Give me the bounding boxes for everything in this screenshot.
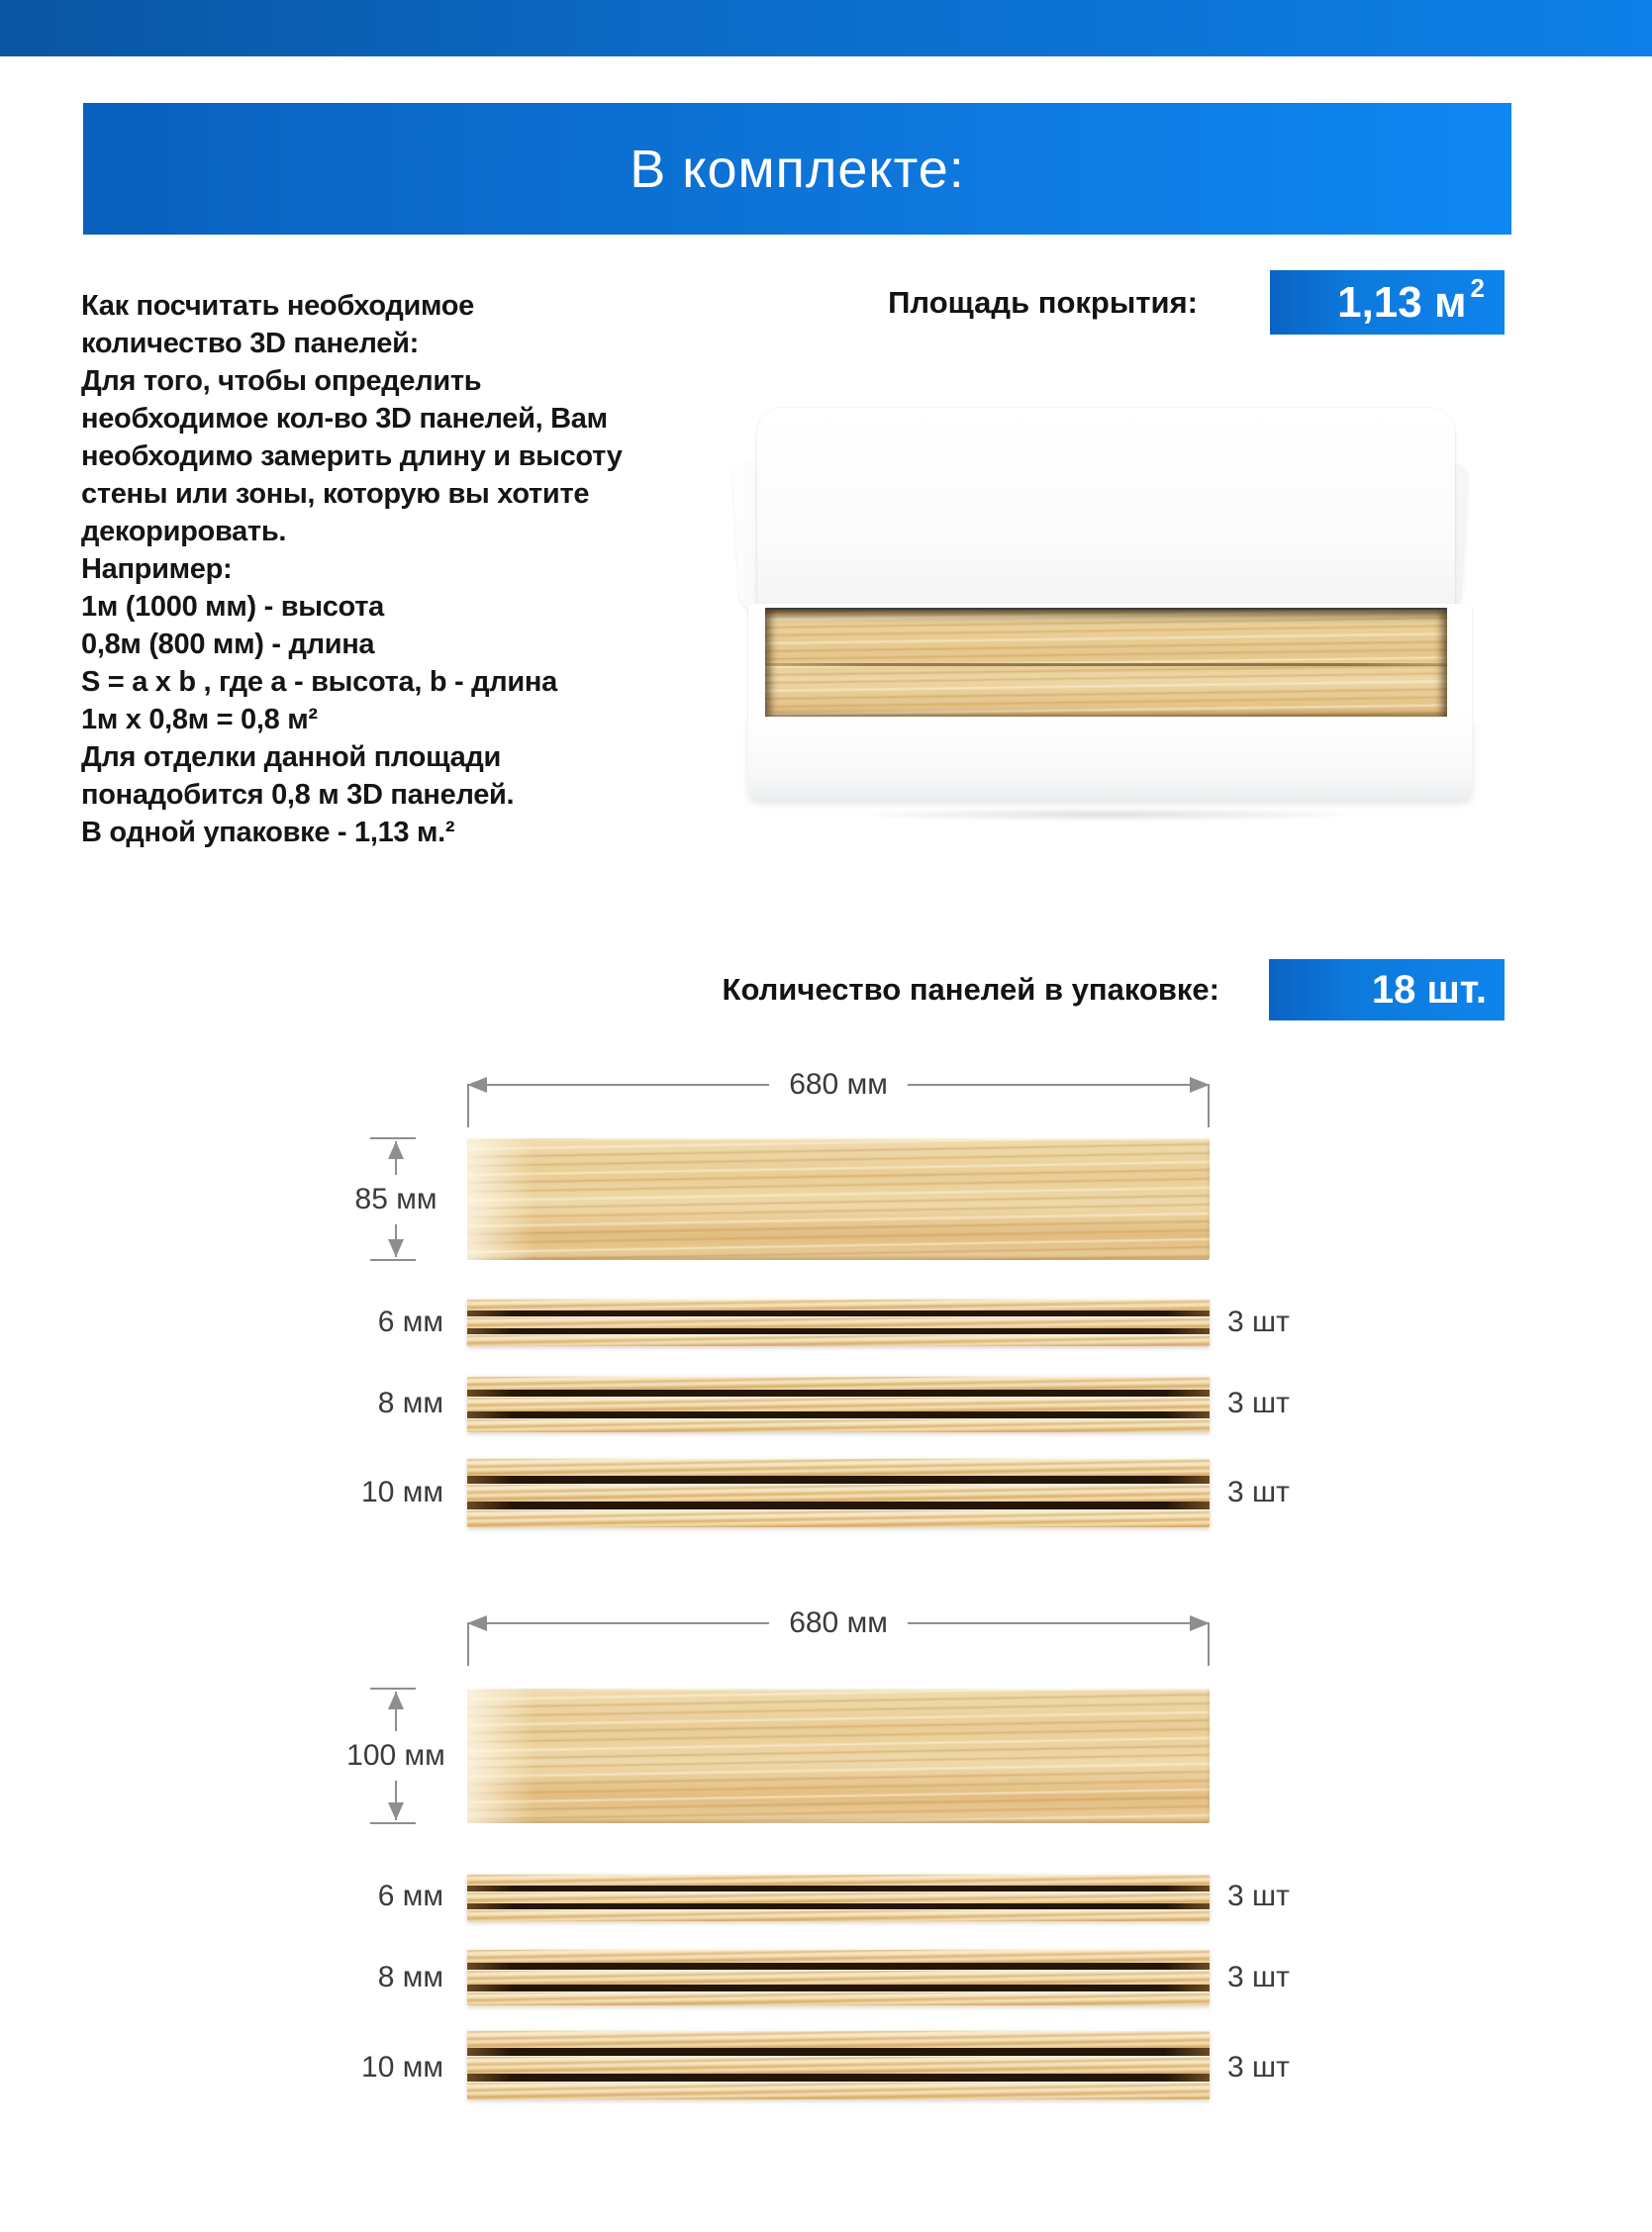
arrow-down-icon [388, 1239, 404, 1257]
plank-divider [765, 663, 1447, 666]
page-title: В комплекте: [630, 139, 965, 199]
panel-stack-8mm [467, 1376, 1210, 1432]
intro-line: Как посчитать необходимое [81, 290, 474, 322]
header-bar [83, 103, 1511, 235]
arrow-left-icon [467, 1077, 487, 1093]
dimension-tick [370, 1259, 416, 1261]
intro-line: необходимо замерить длину и высоту [81, 440, 623, 472]
coverage-area-value: 1,13 м [1337, 277, 1467, 327]
thickness-label: 8 мм [377, 1961, 443, 1993]
count-label: 3 шт [1227, 1961, 1290, 1993]
coverage-area-value-sup: 2 [1470, 273, 1485, 303]
panel-strip [467, 2082, 1210, 2099]
package-quantity-label: Количество панелей в упаковке: [722, 972, 1219, 1007]
intro-line: понадобится 0,8 м 3D панелей. [81, 779, 515, 811]
intro-line: 0,8м (800 мм) - длина [81, 629, 375, 660]
box-front-face [748, 717, 1472, 800]
arrow-up-icon [388, 1692, 404, 1709]
width-dimension-label: 680 мм [789, 1068, 888, 1101]
dimension-line [908, 1622, 1190, 1624]
thickness-label: 6 мм [377, 1306, 443, 1338]
count-label: 3 шт [1227, 1476, 1290, 1508]
height-dimension-label: 100 мм [337, 1731, 455, 1781]
package-quantity-badge [1269, 959, 1505, 1020]
dimension-tick [370, 1137, 416, 1139]
panel-strip [467, 1484, 1210, 1502]
stack-gap [467, 1963, 1210, 1970]
stack-gap [467, 2074, 1210, 2082]
panel-strip [467, 1316, 1210, 1328]
panel-strip [467, 2056, 1210, 2074]
panel-face [467, 1138, 1210, 1260]
thickness-label: 10 мм [361, 2051, 443, 2084]
intro-line: Для отделки данной площади [81, 741, 502, 773]
panel-face [467, 1689, 1210, 1823]
panel-stack-10mm [467, 1458, 1210, 1527]
panel-strip [467, 1397, 1210, 1410]
panel-strip [467, 1949, 1210, 1963]
panel-strip [467, 1376, 1210, 1390]
panel-strip [467, 1458, 1210, 1476]
dimension-tick [1208, 1622, 1210, 1666]
dimension-tick [1208, 1084, 1210, 1127]
width-dimension [467, 1602, 1210, 1666]
stack-gap [467, 1502, 1210, 1509]
panel-strip [467, 1299, 1210, 1310]
panel-strip [467, 1892, 1210, 1903]
intro-line: количество 3D панелей: [81, 328, 419, 359]
intro-line: S = a x b , где a - высота, b - длина [81, 666, 557, 698]
panel-stack-6mm [467, 1299, 1210, 1346]
intro-line: необходимое кол-во 3D панелей, Вам [81, 403, 608, 435]
intro-line: 1м x 0,8м = 0,8 м² [81, 704, 318, 735]
count-label: 3 шт [1227, 2051, 1290, 2084]
intro-line: Для того, чтобы определить [81, 365, 482, 397]
height-dimension [337, 1138, 455, 1260]
panel-stack-10mm [467, 2030, 1210, 2099]
box-lid [757, 408, 1455, 633]
coverage-area-label: Площадь покрытия: [888, 285, 1198, 320]
stack-gap [467, 1411, 1210, 1418]
intro-line: В одной упаковке - 1,13 м.² [81, 817, 455, 848]
intro-line: декорировать. [81, 516, 287, 547]
panel-strip [467, 2030, 1210, 2048]
dimension-tick [467, 1084, 469, 1127]
dimension-tick [370, 1688, 416, 1690]
dimension-line [487, 1622, 769, 1624]
thickness-label: 10 мм [361, 1476, 443, 1508]
stack-gap [467, 1390, 1210, 1397]
count-label: 3 шт [1227, 1387, 1290, 1419]
panel-strip [467, 1334, 1210, 1346]
box-wood-panels [765, 608, 1447, 717]
box-ground-shadow [732, 805, 1479, 825]
panel-strip [467, 1418, 1210, 1432]
stack-gap [467, 1476, 1210, 1484]
panel-strip [467, 1874, 1210, 1886]
dimension-tick [467, 1622, 469, 1666]
height-dimension-label: 85 мм [337, 1175, 455, 1224]
intro-line: Например: [81, 553, 233, 585]
intro-line: стены или зоны, которую вы хотите [81, 478, 590, 510]
dimension-line [487, 1084, 769, 1086]
panel-strip [467, 1509, 1210, 1527]
open-box-illustration [693, 391, 1485, 817]
width-dimension-label: 680 мм [789, 1606, 888, 1639]
package-quantity-value: 18 шт. [1371, 967, 1487, 1012]
stack-gap [467, 2048, 1210, 2056]
dimension-tick [370, 1822, 416, 1824]
arrow-left-icon [467, 1615, 487, 1631]
height-dimension [337, 1689, 455, 1823]
panel-strip [467, 1970, 1210, 1984]
count-label: 3 шт [1227, 1880, 1290, 1912]
panel-strip [467, 1991, 1210, 2005]
stack-gap [467, 1985, 1210, 1991]
coverage-area-badge [1270, 270, 1505, 335]
dimension-line [908, 1084, 1190, 1086]
thickness-label: 8 мм [377, 1387, 443, 1419]
panel-stack-8mm [467, 1949, 1210, 2005]
intro-line: 1м (1000 мм) - высота [81, 591, 384, 623]
count-label: 3 шт [1227, 1306, 1290, 1338]
arrow-up-icon [388, 1141, 404, 1159]
width-dimension [467, 1064, 1210, 1127]
intro-paragraph [81, 287, 675, 851]
panel-stack-6mm [467, 1874, 1210, 1921]
arrow-down-icon [388, 1802, 404, 1820]
panel-strip [467, 1909, 1210, 1921]
thickness-label: 6 мм [377, 1880, 443, 1912]
top-banner [0, 0, 1652, 56]
